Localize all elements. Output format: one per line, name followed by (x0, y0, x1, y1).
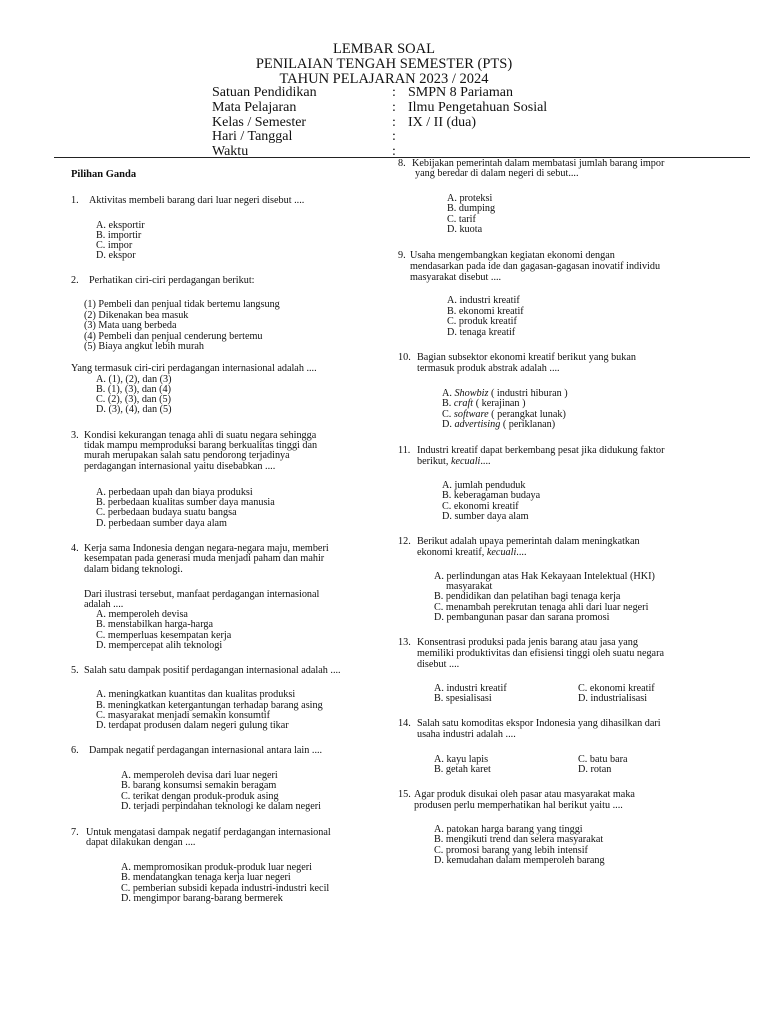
option: B. perbedaan kualitas sumber daya manusia (96, 497, 275, 508)
question-text: disebut .... (417, 659, 460, 670)
question-number: 3. (71, 430, 79, 441)
option: C. memperluas kesempatan kerja (96, 630, 232, 641)
option: A. perbedaan upah dan biaya produksi (96, 487, 253, 498)
option: A. memperoleh devisa (96, 609, 188, 620)
question-text: Salah satu dampak positif perdagangan internasional adalah .... (84, 665, 341, 676)
question-text: usaha industri adalah .... (417, 729, 516, 740)
question-number: 12. (398, 536, 411, 547)
question-text: mendasarkan pada ide dan gagasan-gagasan inovatif individu (410, 261, 661, 272)
option: B. barang konsumsi semakin beragam (121, 780, 277, 791)
option: A. industri kreatif (447, 295, 520, 306)
option: D. perbedaan sumber daya alam (96, 518, 227, 529)
question-text: dalam bidang teknologi. (84, 564, 183, 575)
option: A. kayu lapis (434, 754, 489, 765)
option: B. pendidikan dan pelatihan bagi tenaga kerja (434, 591, 621, 602)
question-number: 14. (398, 718, 411, 729)
option: A. (1), (2), dan (3) (96, 374, 172, 385)
option: B. dumping (447, 203, 496, 214)
question-text: perdagangan internasional yaitu disebabkan .... (84, 461, 276, 472)
option: D. ekspor (96, 250, 136, 261)
option: A. perlindungan atas Hak Kekayaan Intelektual (HKI) (434, 571, 655, 582)
list-item: (1) Pembeli dan penjual tidak bertemu langsung (84, 299, 280, 310)
option: A. industri kreatif (434, 683, 507, 694)
question-text: Untuk mengatasi dampak negatif perdagangan internasional (86, 827, 331, 838)
option: C. perbedaan budaya suatu bangsa (96, 507, 237, 518)
meta-value: SMPN 8 Pariaman (408, 85, 513, 100)
question-number: 13. (398, 637, 411, 648)
meta-key: Hari / Tanggal (212, 129, 293, 144)
option: B. getah karet (434, 764, 491, 775)
question-number: 11. (398, 445, 411, 456)
question-stem: adalah .... (84, 599, 124, 610)
option: B. (1), (3), dan (4) (96, 384, 171, 395)
question-text: Kebijakan pemerintah dalam membatasi jumlah barang impor (412, 158, 665, 169)
option: D. sumber daya alam (442, 511, 529, 522)
option: D. mengimpor barang-barang bermerek (121, 893, 283, 904)
question-number: 6. (71, 745, 79, 756)
option: D. kemudahan dalam memperoleh barang (434, 855, 605, 866)
section-title: Pilihan Ganda (71, 169, 137, 180)
question-text: Salah satu komoditas ekspor Indonesia yang dihasilkan dari (417, 718, 661, 729)
question-text: produsen perlu memperhatikan hal berikut yaitu .... (414, 800, 623, 811)
option: C. ekonomi kreatif (442, 501, 519, 512)
meta-key: Mata Pelajaran (212, 100, 297, 115)
question-text: berikut, kecuali.... (417, 456, 491, 467)
question-text: Aktivitas membeli barang dari luar negeri disebut .... (89, 195, 305, 206)
option: B. ekonomi kreatif (447, 306, 524, 317)
option: C. software ( perangkat lunak) (442, 409, 566, 420)
question-number: 5. (71, 665, 79, 676)
option: C. menambah perekrutan tenaga ahli dari luar negeri (434, 602, 649, 613)
question-text: Perhatikan ciri-ciri perdagangan berikut: (89, 275, 255, 286)
option: B. menstabilkan harga-harga (96, 619, 214, 630)
question-text: termasuk produk abstrak adalah .... (417, 363, 560, 374)
list-item: (2) Dikenakan bea masuk (84, 310, 189, 321)
option: A. patokan harga barang yang tinggi (434, 824, 583, 835)
option: C. impor (96, 240, 133, 251)
question-number: 8. (398, 158, 406, 169)
question-text: Bagian subsektor ekonomi kreatif berikut yang bukan (417, 352, 636, 363)
option: C. (2), (3), dan (5) (96, 394, 171, 405)
option: A. meningkatkan kuantitas dan kualitas produksi (96, 689, 296, 700)
option: A. jumlah penduduk (442, 480, 526, 491)
option: D. advertising ( periklanan) (442, 419, 556, 430)
option: D. terjadi perpindahan teknologi ke dalam negeri (121, 801, 321, 812)
list-item: (3) Mata uang berbeda (84, 320, 177, 331)
question-text: yang beredar di dalam negeri di sebut.... (415, 168, 579, 179)
meta-key: Satuan Pendidikan (212, 85, 317, 100)
option: D. industrialisasi (578, 693, 648, 704)
option: D. kuota (447, 224, 483, 235)
option: B. mengikuti trend dan selera masyarakat (434, 834, 604, 845)
option: D. terdapat produsen dalam negeri gulung tikar (96, 720, 289, 731)
meta-value: Ilmu Pengetahuan Sosial (408, 100, 548, 115)
option: C. promosi barang yang lebih intensif (434, 845, 588, 856)
option: C. tarif (447, 214, 476, 225)
option: B. spesialisasi (434, 693, 492, 704)
option: B. keberagaman budaya (442, 490, 541, 501)
option: B. craft ( kerajinan ) (442, 398, 526, 409)
question-text: dapat dilakukan dengan .... (86, 837, 196, 848)
doc-title: LEMBAR SOAL (333, 41, 435, 57)
option: B. importir (96, 230, 142, 241)
question-number: 4. (71, 543, 79, 554)
question-number: 10. (398, 352, 411, 363)
question-text: Industri kreatif dapat berkembang pesat jika didukung faktor (417, 445, 665, 456)
doc-subtitle: PENILAIAN TENGAH SEMESTER (PTS) (255, 56, 513, 72)
option: B. meningkatkan ketergantungan terhadap barang asing (96, 700, 323, 711)
question-number: 2. (71, 275, 79, 286)
question-text: memiliki produktivitas dan efisiensi tinggi oleh suatu negara (417, 648, 664, 659)
option: A. mempromosikan produk-produk luar negeri (121, 862, 312, 873)
option: D. rotan (578, 764, 612, 775)
option-continued: masyarakat (446, 581, 493, 592)
question-text: Konsentrasi produksi pada jenis barang atau jasa yang (417, 637, 638, 648)
option: A. Showbiz ( industri hiburan ) (442, 388, 568, 399)
meta-key: Waktu (212, 144, 249, 159)
question-number: 1. (71, 195, 79, 206)
option: D. (3), (4), dan (5) (96, 404, 172, 415)
question-text: Dampak negatif perdagangan internasional antara lain .... (89, 745, 323, 756)
list-item: (4) Pembeli dan penjual cenderung bertemu (84, 331, 263, 342)
question-text: murah merupakan salah satu pendorong terjadinya (84, 450, 290, 461)
question-number: 7. (71, 827, 79, 838)
option: C. produk kreatif (447, 316, 517, 327)
option: D. pembangunan pasar dan sarana promosi (434, 612, 610, 623)
meta-key: Kelas / Semester (212, 115, 307, 130)
list-item: (5) Biaya angkut lebih murah (84, 341, 204, 352)
question-text: tidak mampu memproduksi barang berkualitas tinggi dan (84, 440, 318, 451)
question-number: 9. (398, 250, 406, 261)
option: C. batu bara (578, 754, 628, 765)
question-text: Kondisi kekurangan tenaga ahli di suatu negara sehingga (84, 430, 317, 441)
option: A. proteksi (447, 193, 493, 204)
question-text: Agar produk disukai oleh pasar atau masyarakat maka (414, 789, 635, 800)
question-stem: Yang termasuk ciri-ciri perdagangan internasional adalah .... (71, 363, 317, 374)
meta-value: IX / II (dua) (408, 115, 477, 130)
question-text: kesempatan pada generasi muda menjadi paham dan mahir (84, 553, 325, 564)
question-text: Berikut adalah upaya pemerintah dalam meningkatkan (417, 536, 640, 547)
question-text: Usaha mengembangkan kegiatan ekonomi dengan (410, 250, 615, 261)
option: D. tenaga kreatif (447, 327, 516, 338)
doc-year: TAHUN PELAJARAN 2023 / 2024 (279, 71, 489, 87)
option: C. terikat dengan produk-produk asing (121, 791, 279, 802)
option: C. pemberian subsidi kepada industri-industri kecil (121, 883, 330, 894)
option: D. mempercepat alih teknologi (96, 640, 223, 651)
question-text: masyarakat disebut .... (410, 272, 502, 283)
question-text: ekonomi kreatif, kecuali.... (417, 547, 527, 558)
option: C. masyarakat menjadi semakin konsumtif (96, 710, 270, 721)
option: A. eksportir (96, 220, 145, 231)
question-number: 15. (398, 789, 411, 800)
question-stem: Dari ilustrasi tersebut, manfaat perdagangan internasional (84, 589, 320, 600)
option: A. memperoleh devisa dari luar negeri (121, 770, 278, 781)
question-text: Kerja sama Indonesia dengan negara-negara maju, memberi (84, 543, 329, 554)
option: C. ekonomi kreatif (578, 683, 655, 694)
option: B. mendatangkan tenaga kerja luar negeri (121, 872, 291, 883)
